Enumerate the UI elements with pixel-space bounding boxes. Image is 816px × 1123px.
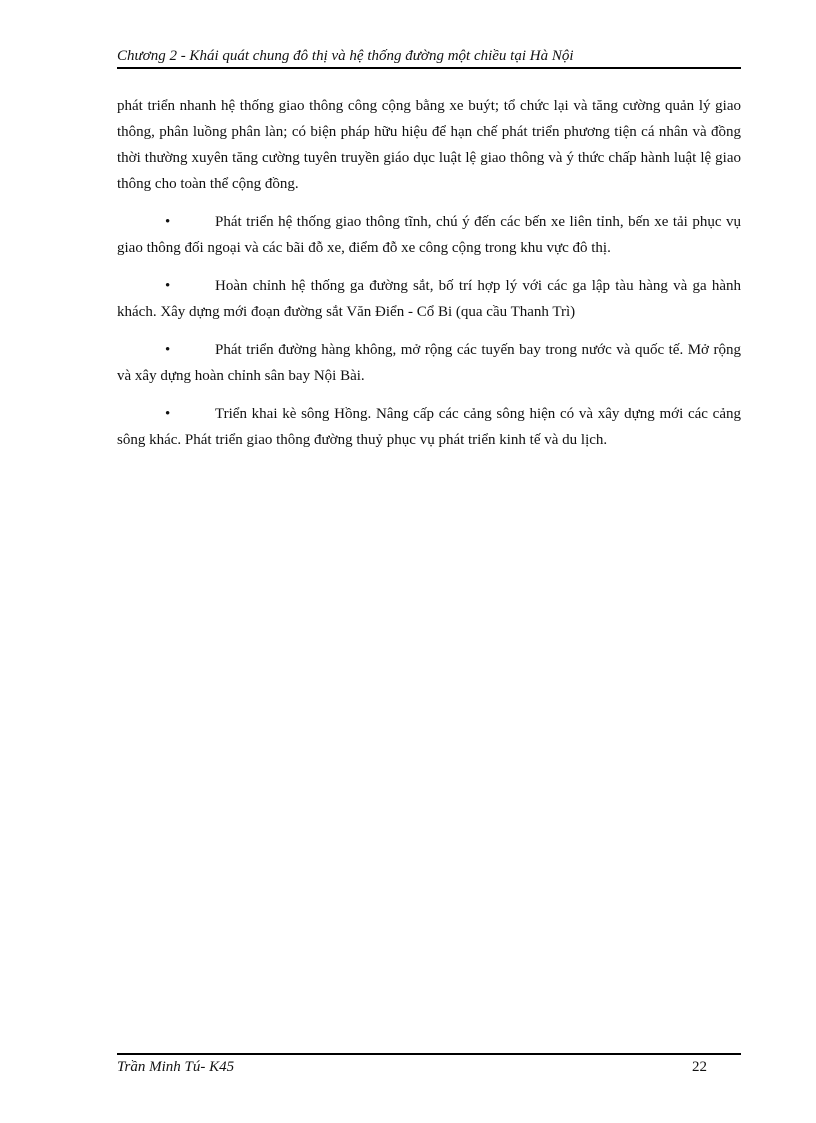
bullet-icon: • bbox=[165, 278, 171, 294]
bullet-icon: • bbox=[165, 342, 171, 358]
body-text bbox=[117, 93, 741, 465]
header-divider bbox=[117, 67, 741, 69]
bullet-icon: • bbox=[165, 214, 171, 230]
page-number: 22 bbox=[692, 1059, 707, 1075]
bullet-item bbox=[117, 209, 741, 261]
bullet-item bbox=[117, 337, 741, 389]
bullet-item bbox=[117, 401, 741, 453]
footer-author: Trần Minh Tú- K45 bbox=[117, 1059, 235, 1075]
intro-paragraph: phát triển nhanh hệ thống giao thông công cộng bằng xe buýt; tổ chức lại và tăng cường quản lý giao thông, phân luồng phân làn; có biện pháp hữu hiệu để hạn chế phát triển phương tiện cá nhân và đồng thời thường xuyên tăng cường tuyên truyền giáo dục luật lệ giao thông và ý thức chấp hành luật lệ giao thông cho toàn thể cộng đồng. bbox=[117, 98, 741, 192]
bullet-text: Phát triển đường hàng không, mở rộng các tuyến bay trong nước và quốc tế. Mở rộng và xây dựng hoàn chỉnh sân bay Nội Bài. bbox=[117, 342, 741, 384]
bullet-item bbox=[117, 273, 741, 325]
bullet-text: Triển khai kè sông Hồng. Nâng cấp các cảng sông hiện có và xây dựng mới các cảng sông khác. Phát triển giao thông đường thuỷ phục vụ phát triển kinh tế và du lịch. bbox=[117, 406, 741, 448]
bullet-text: Phát triển hệ thống giao thông tĩnh, chú ý đến các bến xe liên tỉnh, bến xe tải phục vụ giao thông đối ngoại và các bãi đỗ xe, điểm đỗ xe công cộng trong khu vực đô thị. bbox=[117, 214, 741, 256]
bullet-icon: • bbox=[165, 406, 171, 422]
running-header: Chương 2 - Khái quát chung đô thị và hệ thống đường một chiều tại Hà Nội bbox=[117, 48, 574, 64]
bullet-text: Hoàn chỉnh hệ thống ga đường sắt, bố trí hợp lý với các ga lập tàu hàng và ga hành khách. Xây dựng mới đoạn đường sắt Văn Điển - Cổ Bi (qua cầu Thanh Trì) bbox=[117, 278, 741, 320]
footer-divider bbox=[117, 1053, 741, 1055]
